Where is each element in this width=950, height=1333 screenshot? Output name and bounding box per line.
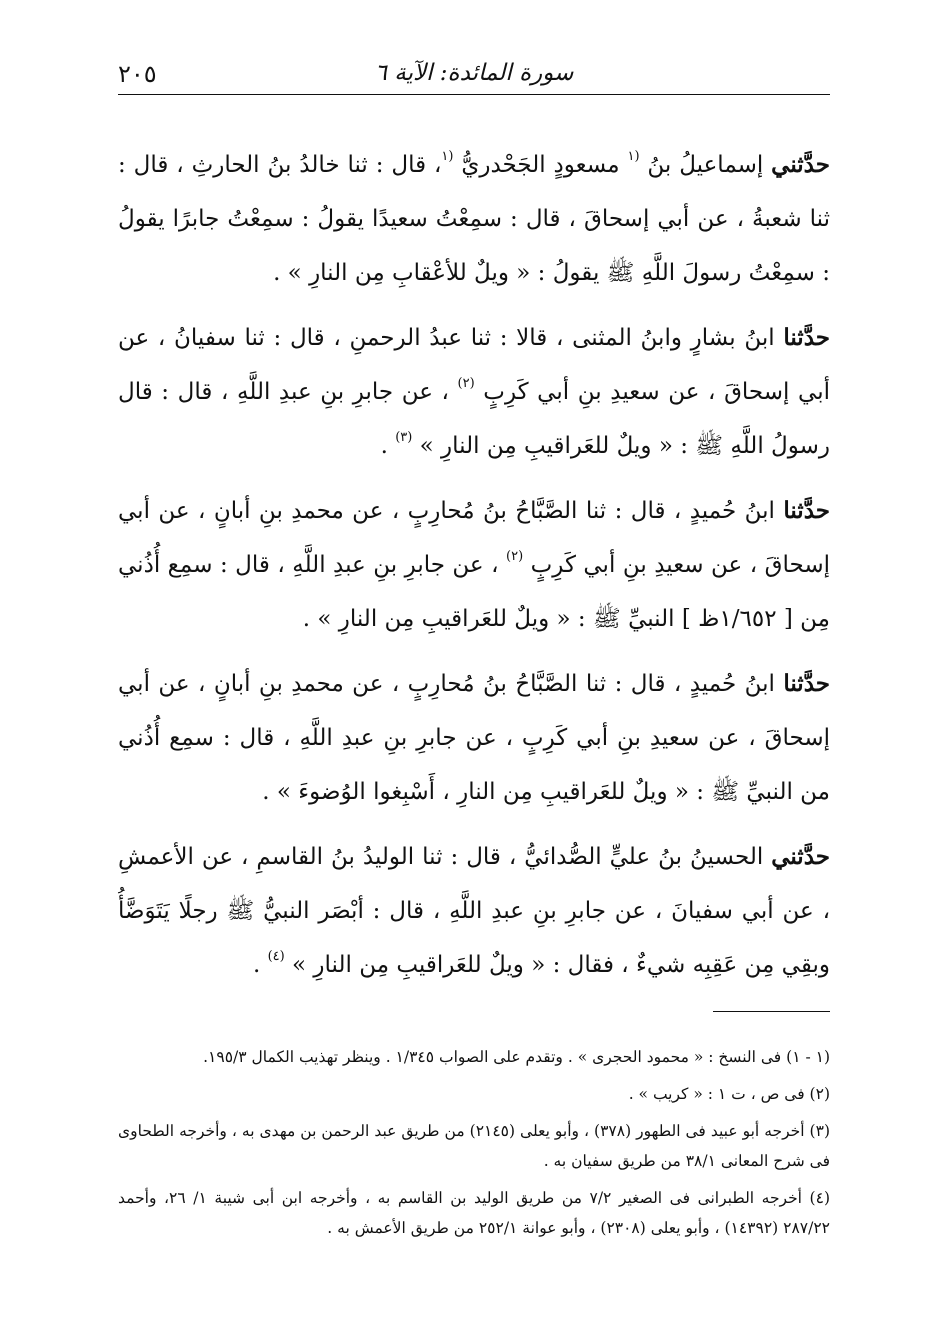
- footnote: (٣) أخرجه أبو عبيد فى الطهور (٣٧٨) ، وأبو يعلى (٢١٤٥) من طريق عبد الرحمن بن مهدى به ، وأخرجه الطحاوى فى شرح المعانى ٣٨/١ من طريق سفيان به .: [118, 1122, 830, 1170]
- footnote-ref: (٣): [395, 430, 413, 445]
- narration-lead: حدَّثني: [771, 843, 830, 870]
- footnote: (٤) أخرجه الطبرانى فى الصغير ٧/٢ من طريق الوليد بن القاسم به ، وأخرجه ابن أبى شيبة ١/ ٢٦، وأحمد ٢٨٧/٢٢ (١٤٣٩٢) ، وأبو يعلى (٢٣٠٨) ، وأبو عوانة ٢٥٢/١ من طريق الأعمش به .: [118, 1189, 830, 1237]
- footnote-ref: (٢): [457, 376, 475, 391]
- narration-lead: حدَّثنا: [783, 324, 830, 351]
- footnote-divider: [713, 1011, 830, 1012]
- text-segment: الحسينُ بنُ عليٍّ الصُّدائيُّ ، قال : ثنا الوليدُ بنُ القاسمِ ، عن الأعمشِ ، عن أبي سفيانَ ، عن جابرِ بنِ عبدِ اللَّهِ ، قال : أبْصَر النبيُّ ﷺ رجلًا يَتَوَضَّأُ وبقِي مِن عَقِبِه شيءٌ ، فقال : « ويلٌ للعَراقيبِ مِن النارِ »: [118, 844, 830, 978]
- footnote-ref: (١: [627, 149, 640, 164]
- page-header: [118, 60, 830, 95]
- footnote: (٢) فى ص ، ت ١ : « كريب » .: [628, 1085, 830, 1103]
- footnotes: [118, 1042, 830, 1250]
- footnote-ref: (١: [441, 149, 454, 164]
- text-segment: ابنُ حُميدٍ ، قال : ثنا الصَّبَّاحُ بنُ مُحارِبٍ ، عن محمدِ بنِ أبانٍ ، عن أبي إسحاقَ ، عن سعيدِ بنِ أبي كَرِبٍ: [118, 498, 830, 578]
- paragraph: [118, 830, 830, 992]
- footnote-ref: (٤): [267, 949, 285, 964]
- paragraph: [118, 311, 830, 473]
- paragraph: [118, 657, 830, 819]
- page-number: ٢٠٥: [118, 60, 157, 88]
- text-segment: ، عن جابرِ بنِ عبدِ اللَّهِ ، قال : قال رسولُ اللَّهِ ﷺ : « ويلٌ للعَراقيبِ مِن النارِ »: [118, 379, 830, 459]
- text-segment: ابنُ بشارٍ وابنُ المثنى ، قالا : ثنا عبدُ الرحمنِ ، قال : ثنا سفيانُ ، عن أبي إسحاقَ ، عن سعيدِ بنِ أبي كَرِبٍ: [118, 325, 830, 405]
- text-segment: ابنُ حُميدٍ ، قال : ثنا الصَّبَّاحُ بنُ مُحارِبٍ ، عن محمدِ بنِ أبانٍ ، عن أبي إسحاقَ ، عن سعيدِ بنِ أبي كَرِبٍ ، عن جابرِ بنِ عبدِ اللَّهِ ، قال : سمِع أُذُني من النبيِّ ﷺ : « ويلٌ للعَراقيبِ مِن النارِ ، أَسْبِغوا الوُضوءَ » .: [118, 671, 830, 805]
- text-segment: .: [380, 433, 396, 459]
- text-segment: مسعودٍ الجَحْدريُّ: [453, 152, 628, 178]
- text-segment: إسماعيلُ بنُ: [639, 152, 772, 178]
- narration-lead: حدَّثنا: [783, 497, 830, 524]
- footnote: (١ - ١) فى النسخ : « محمود الحجرى » . وتقدم على الصواب ١/٣٤٥ . وينظر تهذيب الكمال ١٩٥/٣.: [203, 1048, 830, 1066]
- text-segment: ، عن جابرِ بنِ عبدِ اللَّهِ ، قال : سمِع أُذُني مِن [ ١/٦٥٢ظ ] النبيِّ ﷺ : « ويلٌ للعَراقيبِ مِن النارِ » .: [118, 552, 830, 632]
- text-segment: .: [252, 952, 268, 978]
- text-segment: ، قال : ثنا خالدُ بنُ الحارثِ ، قال : ثنا شعبةُ ، عن أبي إسحاقَ ، قال : سمِعْتُ سعيدًا يقولُ : سمِعْتُ جابرًا يقولُ : سمِعْتُ رسولَ اللَّهِ ﷺ يقولُ : « ويلٌ للأعْقابِ مِن النارِ » .: [118, 152, 831, 286]
- paragraph: [118, 484, 830, 646]
- paragraph: [118, 138, 830, 300]
- narration-lead: حدَّثني: [771, 151, 830, 178]
- footnote-ref: (٢): [506, 549, 524, 564]
- main-text: [118, 138, 830, 1003]
- running-title: سورة المائدة: الآية ٦: [374, 60, 574, 86]
- narration-lead: حدَّثنا: [783, 670, 830, 697]
